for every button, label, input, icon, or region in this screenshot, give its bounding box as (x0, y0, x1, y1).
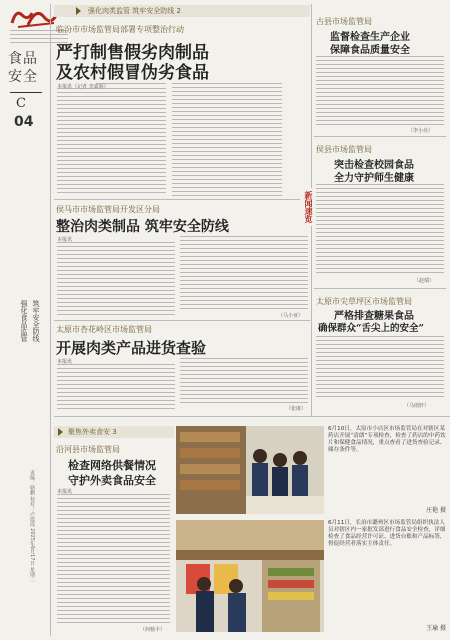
section-title: 食品安全 (8, 51, 38, 85)
right1-headline-1: 监督检查生产企业 (330, 32, 410, 43)
story3-byline: 本报讯 (57, 359, 73, 365)
banner-arrows (76, 7, 81, 15)
story2-headline: 整治肉类制品 筑牢安全防线 (56, 219, 229, 235)
caption-2 (328, 520, 446, 632)
story2-body-col-1 (57, 242, 175, 316)
right3-body (316, 336, 444, 400)
focus-kicker: 沿河县市场监管局 (56, 445, 120, 454)
page-number: 04 (14, 114, 34, 130)
main-body-col-1b (57, 88, 166, 196)
section-banner (54, 5, 310, 17)
main-headline-line-1: 严打制售假劣肉制品 (56, 43, 209, 63)
focus-body (57, 494, 170, 624)
main-body-col-1 (96, 83, 166, 87)
right2-headline-2: 全力守护师生健康 (334, 173, 414, 184)
caption-1-text: 6月10日，太原市小店区市场监管局在对辖区某药店开展“清朗”专项检查，检查了药店的中药饮片和保健食品情况，重点查看了进货查验记录、储存条件等。 (328, 426, 446, 453)
story3-reporter: （张康） (286, 406, 307, 412)
right3-headline-1: 严格排查糖果食品 (334, 311, 414, 322)
section-code: C (16, 96, 26, 111)
right2-kicker: 侯县市场监管局 (316, 145, 372, 154)
main-kicker: 临汾市市场监管局部署专项整治行动 (56, 25, 184, 34)
right2-headline-1: 突击检查校园食品 (334, 160, 414, 171)
newspaper-logo (10, 5, 60, 29)
story3-body-col-1 (57, 364, 175, 410)
inspection-photo-2 (176, 520, 324, 632)
right1-reporter: （李小亮） (408, 128, 434, 134)
right3-kicker: 太原市尖草坪区市场监管局 (316, 297, 412, 306)
right3-reporter: （马雨轩） (404, 403, 430, 409)
print-info: 责编：骆鹏 校对：卢霞霞 2025年6月17日 星期二 (29, 470, 35, 583)
right1-body (316, 56, 444, 126)
caption-1-credit: 庄艳 摄 (426, 507, 446, 514)
story3-kicker: 太原市杏花岭区市场监管局 (56, 325, 152, 334)
focus-banner (54, 426, 174, 438)
right1-kicker: 古县市场监管局 (316, 17, 372, 26)
story3-body-col-2 (180, 358, 308, 404)
story2-body-col-2 (180, 236, 308, 312)
focus-arrow (58, 428, 63, 436)
right2-reporter: （赵瑞） (414, 278, 435, 284)
sidebar-theme-line-1: 强化食品监管 (20, 300, 28, 342)
sidebar-theme-line-2: 筑牢安全防线 (32, 300, 40, 342)
banner-title: 强化肉类监管 筑牢安全防线 2 (88, 7, 181, 15)
story2-reporter: （马小亚） (278, 313, 304, 319)
story2-kicker: 侯马市市场监管局开发区分局 (56, 205, 160, 214)
focus-reporter: （何杨丰） (140, 627, 166, 633)
right2-body (316, 184, 444, 276)
focus-headline-1: 检查网络供餐情况 (68, 459, 156, 472)
news-flash-label: 新闻速览 (300, 188, 314, 226)
focus-title: 聚焦外卖食安 3 (68, 428, 117, 436)
inspection-photo-1 (176, 426, 324, 514)
section-block (8, 50, 46, 220)
right3-headline-2: 确保群众“舌尖上的安全” (318, 323, 424, 334)
focus-byline: 本报讯 (57, 489, 73, 495)
main-body-col-2 (172, 83, 282, 196)
main-headline-line-2: 及农村假冒伪劣食品 (56, 63, 209, 83)
caption-2-text: 6月11日，长治市潞州区市场监管局组织执法人员对辖区内一家批发部进行食品安全检查，详细检查了食品经营许可证、进货台账和产品标签，督促经营者落实主体责任。 (328, 520, 446, 547)
main-byline: 本报讯（记者 李嘉海） (57, 84, 109, 90)
right1-headline-2: 保障食品质量安全 (330, 45, 410, 56)
story2-byline: 本报讯 (57, 237, 73, 243)
caption-1 (328, 426, 446, 514)
sidebar-theme (6, 300, 46, 362)
focus-headline-2: 守护外卖食品安全 (68, 474, 156, 487)
story3-headline: 开展肉类产品进货查验 (56, 339, 207, 357)
caption-2-credit: 王瑜 摄 (426, 625, 446, 632)
